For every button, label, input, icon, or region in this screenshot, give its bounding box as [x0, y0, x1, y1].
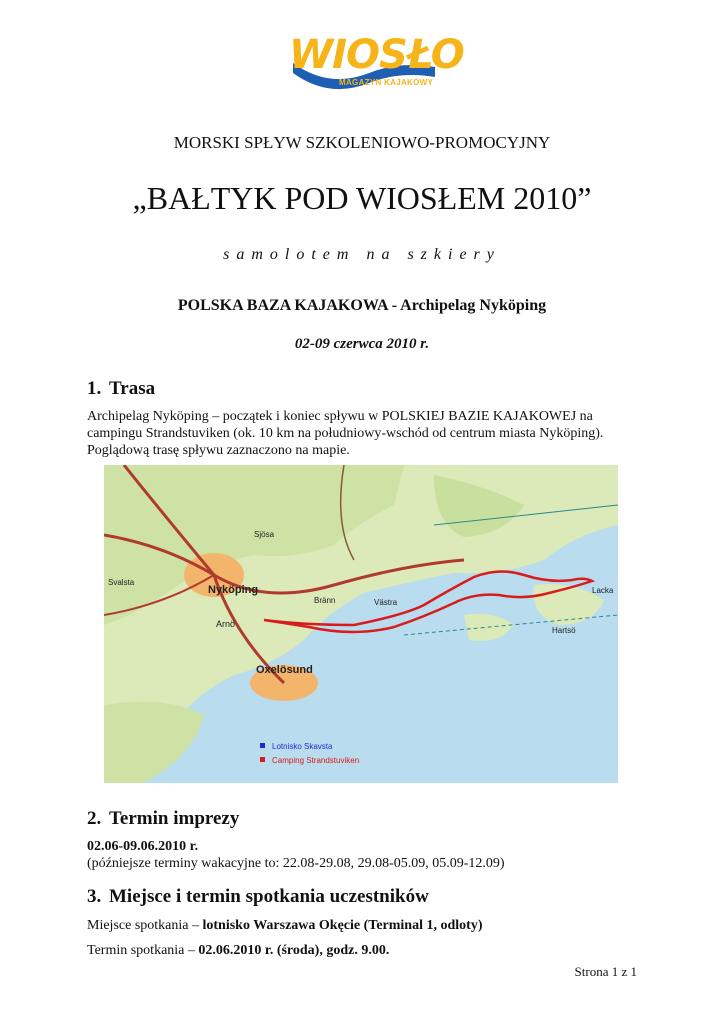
- section-3-number: 3.: [87, 886, 102, 907]
- section-2-number: 2.: [87, 808, 102, 829]
- meeting-place-line: [87, 917, 482, 934]
- event-tagline: samolotem na szkiery: [223, 246, 501, 263]
- map-place-nykoping: Nyköping: [208, 584, 259, 596]
- event-subtitle: MORSKI SPŁYW SZKOLENIOWO-PROMOCYJNY: [173, 133, 551, 152]
- legend-camping-label: Camping Strandstuviken: [272, 756, 360, 765]
- logo-word: WIOSŁO: [289, 32, 464, 78]
- meeting-time-line: [87, 942, 389, 959]
- section-1-title: Trasa: [109, 378, 156, 399]
- section-3-heading: [87, 886, 429, 908]
- event-dates: 02-09 czerwca 2010 r.: [294, 336, 430, 352]
- section-1-line-3: Poglądową trasę spływu zaznaczono na mapie.: [87, 443, 350, 458]
- map-graphic: [104, 465, 618, 783]
- wioslo-logo: [289, 32, 464, 97]
- legend-airport-label: Lotnisko Skavsta: [272, 742, 333, 751]
- route-map: [104, 465, 618, 783]
- legend-camping-marker: [260, 757, 265, 762]
- meeting-time-label: Termin spotkania –: [87, 943, 199, 958]
- map-place-arno: Arnö: [216, 619, 236, 629]
- section-1-heading: [87, 378, 155, 400]
- page-number: Strona 1 z 1: [574, 964, 637, 979]
- map-place-vastra: Västra: [374, 598, 398, 607]
- section-1-line-2: campingu Strandstuviken (ok. 10 km na południowy-wschód od centrum miasta Nyköping).: [87, 426, 604, 441]
- later-dates-note: (późniejsze terminy wakacyjne to: 22.08-29.08, 29.08-05.09, 05.09-12.09): [87, 856, 505, 871]
- map-place-svalsta: Svalsta: [108, 578, 135, 587]
- event-title: „BAŁTYK POD WIOSŁEM 2010”: [132, 180, 592, 216]
- meeting-time-value: 02.06.2010 r. (środa), godz. 9.00.: [198, 943, 390, 958]
- logo-subtitle: MAGAZYN KAJAKOWY: [339, 78, 434, 87]
- section-1-number: 1.: [87, 378, 102, 399]
- map-place-lacka: Lacka: [592, 586, 614, 595]
- event-date-range: 02.06-09.06.2010 r.: [87, 839, 199, 854]
- map-place-hartso: Hartsö: [552, 626, 576, 635]
- map-place-brann: Bränn: [314, 596, 336, 605]
- section-3-title: Miejsce i termin spotkania uczestników: [109, 886, 429, 907]
- meeting-place-label: Miejsce spotkania –: [87, 918, 203, 933]
- map-place-oxelosund: Oxelösund: [256, 664, 313, 676]
- event-base: POLSKA BAZA KAJAKOWA - Archipelag Nyköping: [177, 297, 547, 314]
- meeting-place-value: lotnisko Warszawa Okęcie (Terminal 1, odloty): [202, 918, 483, 933]
- section-2-title: Termin imprezy: [109, 808, 240, 829]
- legend-airport-marker: [260, 743, 265, 748]
- section-2-heading: [87, 808, 239, 830]
- section-1-line-1: Archipelag Nyköping – początek i koniec spływu w POLSKIEJ BAZIE KAJAKOWEJ na: [87, 409, 593, 424]
- map-place-sjosa: Sjösa: [254, 530, 275, 539]
